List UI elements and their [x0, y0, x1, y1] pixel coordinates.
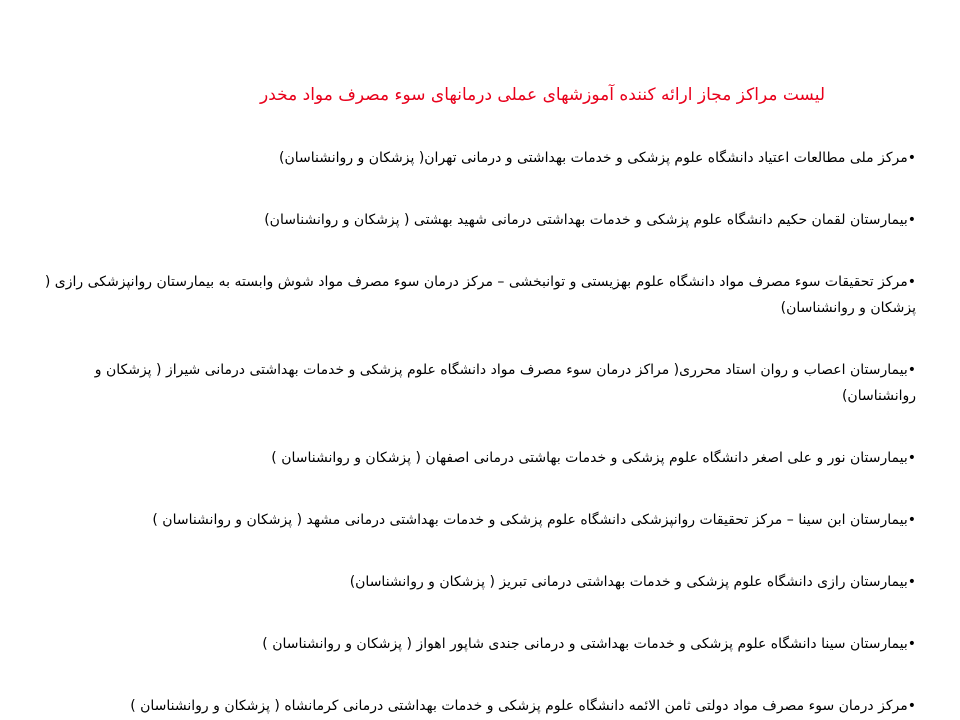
list-item-text: بیمارستان اعصاب و روان استاد محرری( مراکز درمان سوء مصرف مواد دانشگاه علوم پزشکی و خدمات بهداشتی درمانی شیراز ( پزشکان و روانشناسان): [94, 362, 916, 404]
list-item-text: مرکز تحقیقات سوء مصرف مواد دانشگاه علوم بهزیستی و توانبخشی – مرکز درمان سوء مصرف مواد شوش وابسته به بیمارستان روانپزشکی رازی ( پزشکان و روانشناسان): [44, 274, 916, 316]
list-item-text: بیمارستان رازی دانشگاه علوم پزشکی و خدمات بهداشتی درمانی تبریز ( پزشکان و روانشناسان): [349, 574, 908, 590]
list-item: [27, 145, 916, 171]
bullet-icon: •: [907, 274, 916, 290]
slide-title: لیست مراکز مجاز ارائه کننده آموزشهای عملی درمانهای سوء مصرف مواد مخدر: [260, 85, 825, 105]
list-item: [27, 631, 916, 657]
center-list: [27, 145, 916, 719]
list-item: [27, 507, 916, 533]
bullet-icon: •: [907, 698, 916, 714]
list-item: [27, 207, 916, 233]
list-item-text: مرکز ملی مطالعات اعتیاد دانشگاه علوم پزشکی و خدمات بهداشتی و درمانی تهران( پزشکان و روانشناسان): [279, 150, 908, 166]
bullet-icon: •: [907, 450, 916, 466]
bullet-icon: •: [907, 362, 916, 378]
list-item-text: بیمارستان لقمان حکیم دانشگاه علوم پزشکی و خدمات بهداشتی درمانی شهید بهشتی ( پزشکان و روانشناسان): [264, 212, 908, 228]
list-item: [27, 269, 916, 321]
list-item: [27, 357, 916, 409]
bullet-icon: •: [907, 574, 916, 590]
bullet-icon: •: [907, 212, 916, 228]
list-item-text: بیمارستان سینا دانشگاه علوم پزشکی و خدمات بهداشتی و درمانی جندی شاپور اهواز ( پزشکان و روانشناسان ): [262, 636, 908, 652]
bullet-icon: •: [907, 512, 916, 528]
list-item-text: بیمارستان نور و علی اصغر دانشگاه علوم پزشکی و خدمات بهاشتی درمانی اصفهان ( پزشکان و روانشناسان ): [271, 450, 908, 466]
list-item: [27, 445, 916, 471]
bullet-icon: •: [907, 636, 916, 652]
list-item: [27, 569, 916, 595]
list-item: [27, 693, 916, 719]
list-item-text: مرکز درمان سوء مصرف مواد دولتی ثامن الائمه دانشگاه علوم پزشکی و خدمات بهداشتی درمانی کرمانشاه ( پزشکان و روانشناسان ): [130, 698, 908, 714]
list-item-text: بیمارستان ابن سینا – مرکز تحقیقات روانپزشکی دانشگاه علوم پزشکی و خدمات بهداشتی درمانی مشهد ( پزشکان و روانشناسان ): [152, 512, 908, 528]
bullet-icon: •: [907, 150, 916, 166]
